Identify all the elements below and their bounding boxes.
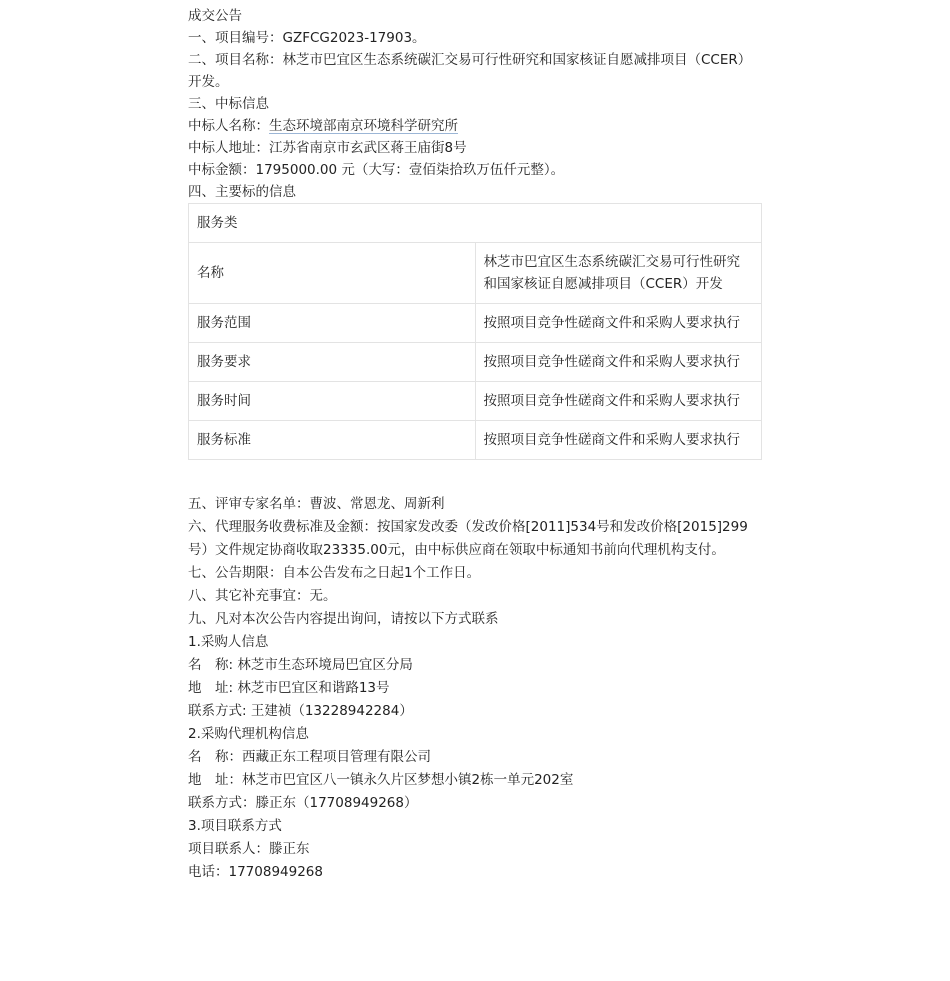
project-contact-person: 项目联系人：滕正东	[188, 841, 310, 857]
table-row-label: 服务范围	[189, 304, 476, 343]
table-row	[189, 343, 762, 382]
table-row-label: 名称	[189, 243, 476, 304]
agency-address: 地 址：林芝市巴宜区八一镇永久片区梦想小镇2栋一单元202室	[188, 772, 574, 788]
other-matters: 八、其它补充事宜：无。	[188, 588, 337, 604]
agency-name: 名 称：西藏正东工程项目管理有限公司	[188, 749, 431, 765]
announcement-document	[188, 5, 762, 884]
purchaser-address: 地 址: 林芝市巴宜区和谐路13号	[188, 680, 390, 696]
project-number: 一、项目编号：GZFCG2023-17903。	[188, 30, 426, 46]
table-category-cell: 服务类	[189, 204, 762, 243]
table-row-label: 服务时间	[189, 382, 476, 421]
project-contact-phone: 电话：17708949268	[188, 864, 323, 880]
winner-name-label: 中标人名称：	[188, 118, 269, 134]
subject-info-table	[188, 203, 762, 460]
table-row-category	[189, 204, 762, 243]
table-row	[189, 382, 762, 421]
table-row-value: 按照项目竞争性磋商文件和采购人要求执行	[475, 304, 762, 343]
project-contact-heading: 3.项目联系方式	[188, 818, 282, 834]
winner-address: 中标人地址：江苏省南京市玄武区蒋王庙街8号	[188, 140, 467, 156]
purchaser-contact: 联系方式: 王建祯（13228942284）	[188, 703, 413, 719]
purchaser-name: 名 称: 林芝市生态环境局巴宜区分局	[188, 657, 413, 673]
page-title: 成交公告	[188, 8, 242, 24]
winner-name-link[interactable]: 生态环境部南京环境科学研究所	[269, 118, 458, 134]
table-row-label: 服务要求	[189, 343, 476, 382]
subject-heading: 四、主要标的信息	[188, 184, 296, 200]
table-row-value: 按照项目竞争性磋商文件和采购人要求执行	[475, 382, 762, 421]
expert-list: 五、评审专家名单：曹波、常恩龙、周新利	[188, 496, 445, 512]
agency-fee: 六、代理服务收费标准及金额：按国家发改委（发改价格[2011]534号和发改价格[2015]299号）文件规定协商收取23335.00元，由中标供应商在领取中标通知书前向代理机构支付。	[188, 519, 748, 558]
winner-heading: 三、中标信息	[188, 96, 269, 112]
announcement-period: 七、公告期限：自本公告发布之日起1个工作日。	[188, 565, 481, 581]
table-row	[189, 421, 762, 460]
section-spacer	[188, 460, 762, 493]
table-row	[189, 243, 762, 304]
inquiry-heading: 九、凡对本次公告内容提出询问，请按以下方式联系	[188, 611, 499, 627]
table-row-value: 按照项目竞争性磋商文件和采购人要求执行	[475, 421, 762, 460]
agency-contact: 联系方式：滕正东（17708949268）	[188, 795, 418, 811]
agency-heading: 2.采购代理机构信息	[188, 726, 309, 742]
table-row	[189, 304, 762, 343]
project-name: 二、项目名称：林芝市巴宜区生态系统碳汇交易可行性研究和国家核证自愿减排项目（CCER）开发。	[188, 52, 752, 90]
winner-amount: 中标金额：1795000.00 元（大写：壹佰柒拾玖万伍仟元整）。	[188, 162, 565, 178]
table-row-label: 服务标准	[189, 421, 476, 460]
winner-name-line	[188, 115, 762, 137]
table-row-value: 按照项目竞争性磋商文件和采购人要求执行	[475, 343, 762, 382]
purchaser-heading: 1.采购人信息	[188, 634, 269, 650]
table-row-value: 林芝市巴宜区生态系统碳汇交易可行性研究和国家核证自愿减排项目（CCER）开发	[475, 243, 762, 304]
